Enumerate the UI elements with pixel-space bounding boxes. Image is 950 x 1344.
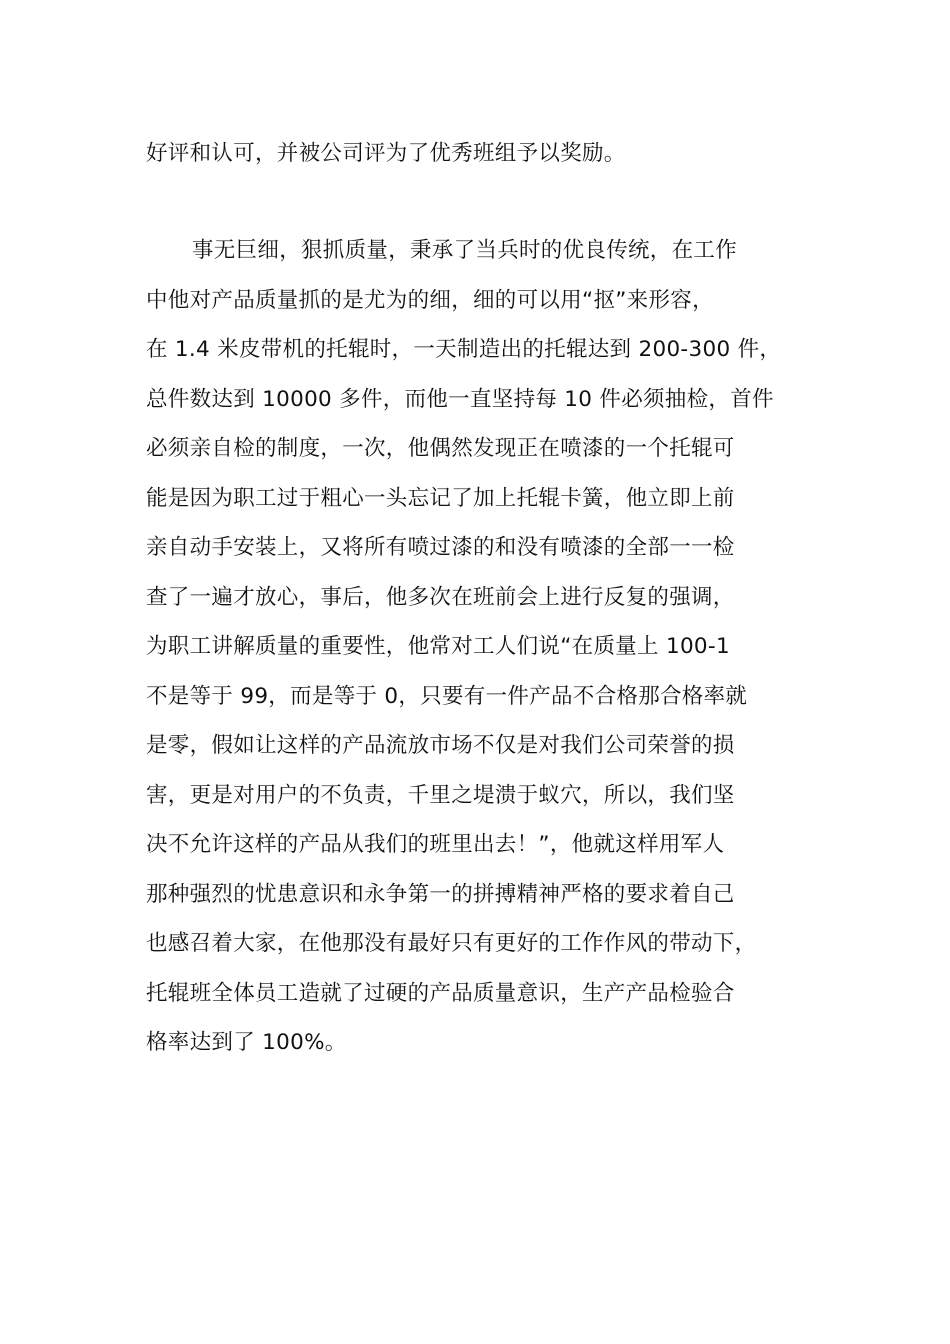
paragraph-line: 为职工讲解质量的重要性，他常对工人们说“在质量上 100-1	[146, 634, 730, 659]
paragraph-line: 总件数达到 10000 多件，而他一直坚持每 10 件必须抽检，首件	[146, 386, 774, 412]
paragraph-line: 亲自动手安装上，又将所有喷过漆的和没有喷漆的全部一一检	[146, 535, 735, 560]
paragraph-line: 害，更是对用户的不负责，千里之堤溃于蚁穴，所以，我们坚	[146, 782, 735, 808]
paragraph-line: 在 1.4 米皮带机的托辊时，一天制造出的托辊达到 200-300 件，	[146, 337, 782, 362]
paragraph-line: 也感召着大家，在他那没有最好只有更好的工作作风的带动下，	[146, 931, 757, 956]
paragraph-1	[146, 129, 826, 179]
paragraph-line: 事无巨细，狠抓质量，秉承了当兵时的优良传统，在工作	[192, 238, 738, 263]
paragraph-line: 那种强烈的忧患意识和永争第一的拼搏精神严格的要求着自己	[146, 881, 735, 907]
paragraph-line: 查了一遍才放心，事后，他多次在班前会上进行反复的强调，	[146, 584, 735, 610]
paragraph-line: 必须亲自检的制度，一次，他偶然发现正在喷漆的一个托辊可	[146, 436, 735, 461]
paragraph-line: 决不允许这样的产品从我们的班里出去！”，他就这样用军人	[146, 832, 725, 857]
paragraph-line: 不是等于 99，而是等于 0，只要有一件产品不合格那合格率就	[146, 683, 748, 709]
paragraph-line: 是零，假如让这样的产品流放市场不仅是对我们公司荣誉的损	[146, 733, 735, 758]
paragraph-2	[146, 226, 826, 1068]
paragraph-line: 托辊班全体员工造就了过硬的产品质量意识，生产产品检验合	[146, 980, 735, 1006]
paragraph-line: 能是因为职工过于粗心一头忘记了加上托辊卡簧，他立即上前	[146, 485, 735, 511]
paragraph-line: 好评和认可，并被公司评为了优秀班组予以奖励。	[146, 141, 626, 166]
paragraph-line: 格率达到了 100%。	[146, 1030, 347, 1055]
paragraph-line: 中他对产品质量抓的是尤为的细，细的可以用“抠”来形容，	[146, 287, 714, 313]
